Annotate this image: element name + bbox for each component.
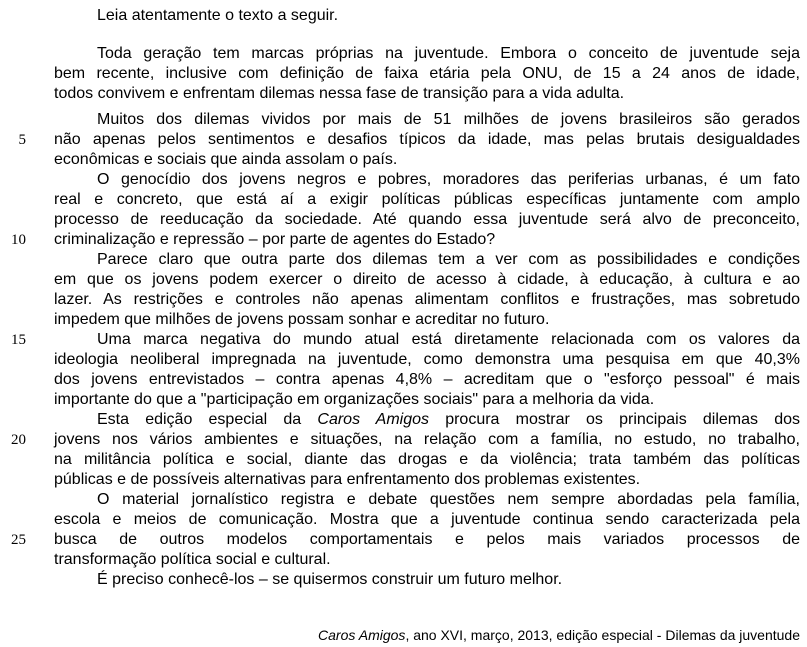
text-line: O material jornalístico registra e debate questões nem sempre abordadas pela família, <box>97 491 800 508</box>
line-number-25: 25 <box>11 532 26 548</box>
text-line: Muitos dos dilemas vividos por mais de 51 milhões de jovens brasileiros são gerados <box>97 111 800 128</box>
text-line: dos jovens entrevistados – contra apenas 4,8% – acreditam que o "esforço pessoal" é mais <box>54 371 800 388</box>
text-line: escola e meios de comunicação. Mostra que a juventude continua sendo caracterizada pela <box>54 511 800 528</box>
text-line: Toda geração tem marcas próprias na juventude. Embora o conceito de juventude seja <box>97 45 800 62</box>
source-citation <box>318 626 800 644</box>
text-line: públicas e de possíveis alternativas para enfrentamento dos problemas existentes. <box>54 471 641 488</box>
text-line: criminalização e repressão – por parte de agentes do Estado? <box>54 231 496 248</box>
text-line: econômicas e sociais que ainda assolam o país. <box>54 151 398 168</box>
text-line: na militância política e social, diante das drogas e da violência; trata também das políticas <box>54 451 800 468</box>
text-line: Uma marca negativa do mundo atual está diretamente relacionada com os valores da <box>97 331 800 348</box>
text-line: importante do que a "participação em organizações sociais" para a melhoria da vida. <box>54 391 655 408</box>
text-line: impedem que milhões de jovens possam sonhar e acreditar no futuro. <box>54 311 550 328</box>
text-line: transformação política social e cultural. <box>54 551 331 568</box>
text-line: real e concreto, que está aí a exigir políticas públicas específicas juntamente com amplo <box>54 191 800 208</box>
line-number-15: 15 <box>11 332 26 348</box>
text-line: bem recente, inclusive com definição de faixa etária pela ONU, de 15 a 24 anos de idade, <box>54 65 800 82</box>
text-line: processo de reeducação da sociedade. Até quando essa juventude será alvo de preconceito, <box>54 211 800 228</box>
source-publication: Caros Amigos <box>318 627 406 643</box>
line-number-5: 5 <box>18 132 26 148</box>
text-line: lazer. As restrições e controles não apenas alimentam conflitos e frustrações, mas sobretudo <box>54 291 800 308</box>
text-line: todos convivem e enfrentam dilemas nessa fase de transição para a vida adulta. <box>54 85 625 102</box>
text-line: ideologia neoliberal impregnada na juventude, como demonstra uma pesquisa em que 40,3% <box>54 351 800 368</box>
text-line: É preciso conhecê-los – se quisermos construir um futuro melhor. <box>97 571 563 588</box>
magazine-title: Caros Amigos <box>317 411 430 428</box>
source-details: , ano XVI, março, 2013, edição especial - Dilemas da juventude <box>405 627 800 643</box>
text-line: não apenas pelos sentimentos e desafios típicos da idade, mas pelas brutais desigualdades <box>54 131 800 148</box>
text-line: jovens nos vários ambientes e situações, na relação com a família, no estudo, no trabalho, <box>54 431 800 448</box>
text-line: Parece claro que outra parte dos dilemas tem a ver com as possibilidades e condições <box>97 251 800 268</box>
text-fragment: Esta edição especial da <box>97 411 318 428</box>
text-line: busca de outros modelos comportamentais e pelos mais variados processos de <box>54 531 800 548</box>
text-line: O genocídio dos jovens negros e pobres, moradores das periferias urbanas, é um fato <box>97 171 800 188</box>
text-line: em que os jovens podem exercer o direito de acesso à cidade, à educação, à cultura e ao <box>54 271 800 288</box>
line-number-20: 20 <box>11 432 26 448</box>
text-line <box>97 410 800 430</box>
text-fragment: procura mostrar os principais dilemas dos <box>429 411 800 428</box>
instruction-text: Leia atentamente o texto a seguir. <box>97 7 339 24</box>
line-number-10: 10 <box>11 232 26 248</box>
